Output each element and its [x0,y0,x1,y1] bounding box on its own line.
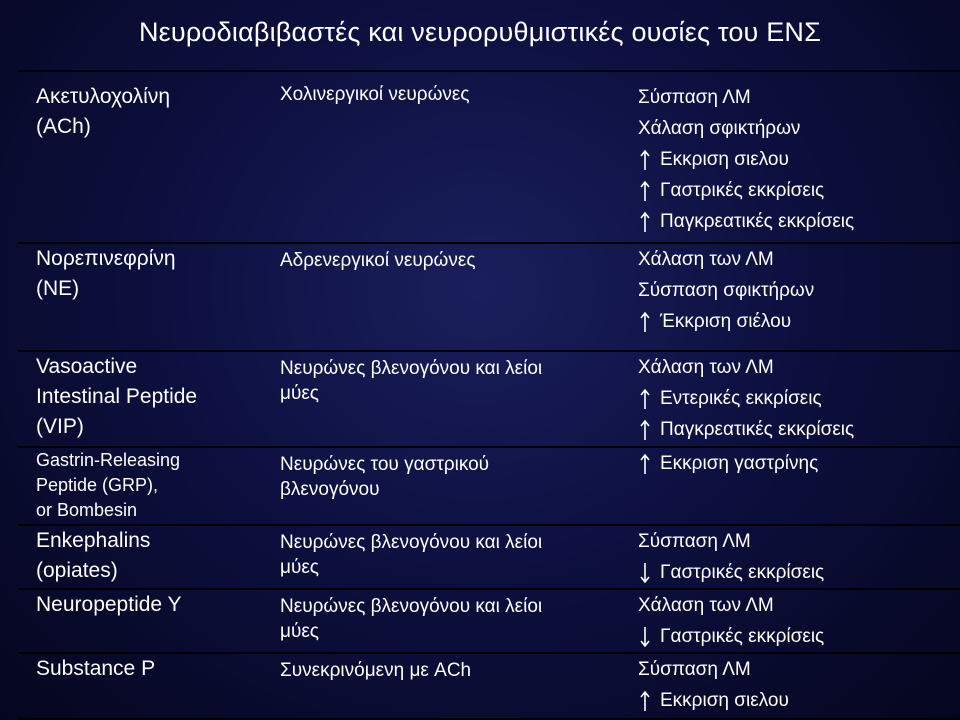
arrow-up-icon [638,211,656,233]
neurons-cell [264,447,626,525]
neuron-type-line: Νευρώνες βλενογόνου και λείοι [280,532,543,553]
substance-name-line: Enkephalins [36,529,151,552]
substance-name-line: (VIP) [36,415,84,438]
effect-item [638,621,960,652]
neuron-type-line: μύες [280,621,319,642]
substance-name-line: or Bombesin [36,500,138,520]
table-row [18,243,960,351]
effect-text: Γαστρικές εκκρίσεις [660,562,825,583]
substance-name-line: (NE) [36,277,80,300]
neuron-type-line: Χολινεργικοί νευρώνες [280,84,470,105]
neurons-cell [264,243,626,351]
arrow-up-icon [638,311,656,333]
effect-text: Γαστρικές εκκρίσεις [660,626,825,647]
arrow-up-icon [638,453,656,475]
substance-name-line: (opiates) [36,559,118,582]
arrow-up-icon [638,180,656,202]
effect-item [638,383,960,414]
slide-title: Νευροδιαβιβαστές και νευρορυθμιστικές ουσίες του ΕΝΣ [138,17,822,47]
effect-item [638,685,960,716]
effect-text: Σύσπαση ΛΜ [638,87,751,108]
effects-cell [626,447,960,525]
neuron-type-line: Αδρενεργικοί νευρώνες [280,250,476,271]
effects-cell [626,71,960,243]
effect-item [638,82,960,113]
effect-item [638,244,960,275]
substance-name-line: Vasoactive [36,355,138,378]
arrow-up-icon [638,690,656,712]
substance-cell [18,447,264,525]
substance-name-line: Neuropeptide Y [36,593,182,616]
table-body [18,71,960,719]
effect-item [638,275,960,306]
table-row [18,589,960,653]
effect-text: Έκκριση σιέλου [660,311,792,332]
effect-item [638,590,960,621]
substance-cell [18,243,264,351]
substance-name-line: (ACh) [36,115,91,138]
neuron-type-line: μύες [280,557,319,578]
arrow-up-icon [638,149,656,171]
effect-text: Εκκριση σιελου [660,149,789,170]
substance-name-line: Substance P [36,657,156,680]
effect-text: Χάλαση των ΛΜ [638,249,774,270]
neurotransmitter-table [18,70,960,720]
arrow-up-icon [638,419,656,441]
table-row [18,525,960,589]
neuron-type-line: Νευρώνες του γαστρικού [280,454,490,475]
effect-item [638,557,960,588]
effects-cell [626,589,960,653]
substance-cell [18,71,264,243]
effect-item [638,206,960,237]
effect-item [638,654,960,685]
effect-text: Χάλαση των ΛΜ [638,357,774,378]
substance-cell [18,351,264,447]
effect-text: Σύσπαση σφικτήρων [638,280,815,301]
neurons-cell [264,351,626,447]
table-row [18,71,960,243]
substance-name-line: Intestinal Peptide [36,385,198,408]
effect-text: Σύσπαση ΛΜ [638,531,751,552]
substance-cell [18,653,264,719]
substance-name-line: Νορεπινεφρίνη [36,247,176,270]
effect-text: Γαστρικές εκκρίσεις [660,180,825,201]
arrow-down-icon [638,626,656,648]
effect-text: Χάλαση σφικτήρων [638,118,801,139]
substance-name-line: Ακετυλοχολίνη [36,85,171,108]
table-row [18,351,960,447]
effect-item [638,526,960,557]
neuron-type-line: Νευρώνες βλενογόνου και λείοι [280,596,543,617]
effect-text: Χάλαση των ΛΜ [638,595,774,616]
substance-name-line: Peptide (GRP), [36,475,159,495]
effects-cell [626,525,960,589]
neuron-type-line: Νευρώνες βλενογόνου και λείοι [280,358,543,379]
effect-text: Εκκριση σιελου [660,690,789,711]
effect-item [638,352,960,383]
effect-text: Παγκρεατικές εκκρίσεις [660,419,855,440]
neuron-type-line: βλενογόνου [280,479,380,500]
substance-cell [18,589,264,653]
neuron-type-line: Συνεκρινόμενη με ACh [280,660,472,681]
substance-name-line: Gastrin-Releasing [36,450,181,470]
effect-item [638,144,960,175]
neuron-type-line: μύες [280,383,319,404]
effect-item [638,175,960,206]
arrow-up-icon [638,388,656,410]
arrow-down-icon [638,562,656,584]
effect-text: Εντερικές εκκρίσεις [660,388,822,409]
neurons-cell [264,589,626,653]
effect-item [638,414,960,445]
effects-cell [626,351,960,447]
effect-item [638,113,960,144]
neurons-cell [264,653,626,719]
substance-cell [18,525,264,589]
effect-item [638,306,960,337]
effects-cell [626,243,960,351]
effects-cell [626,653,960,719]
effect-text: Εκκριση γαστρίνης [660,453,819,474]
table-row [18,653,960,719]
table-row [18,447,960,525]
effect-item [638,448,960,479]
neurons-cell [264,525,626,589]
neurons-cell [264,71,626,243]
effect-text: Σύσπαση ΛΜ [638,659,751,680]
effect-text: Παγκρεατικές εκκρίσεις [660,211,855,232]
